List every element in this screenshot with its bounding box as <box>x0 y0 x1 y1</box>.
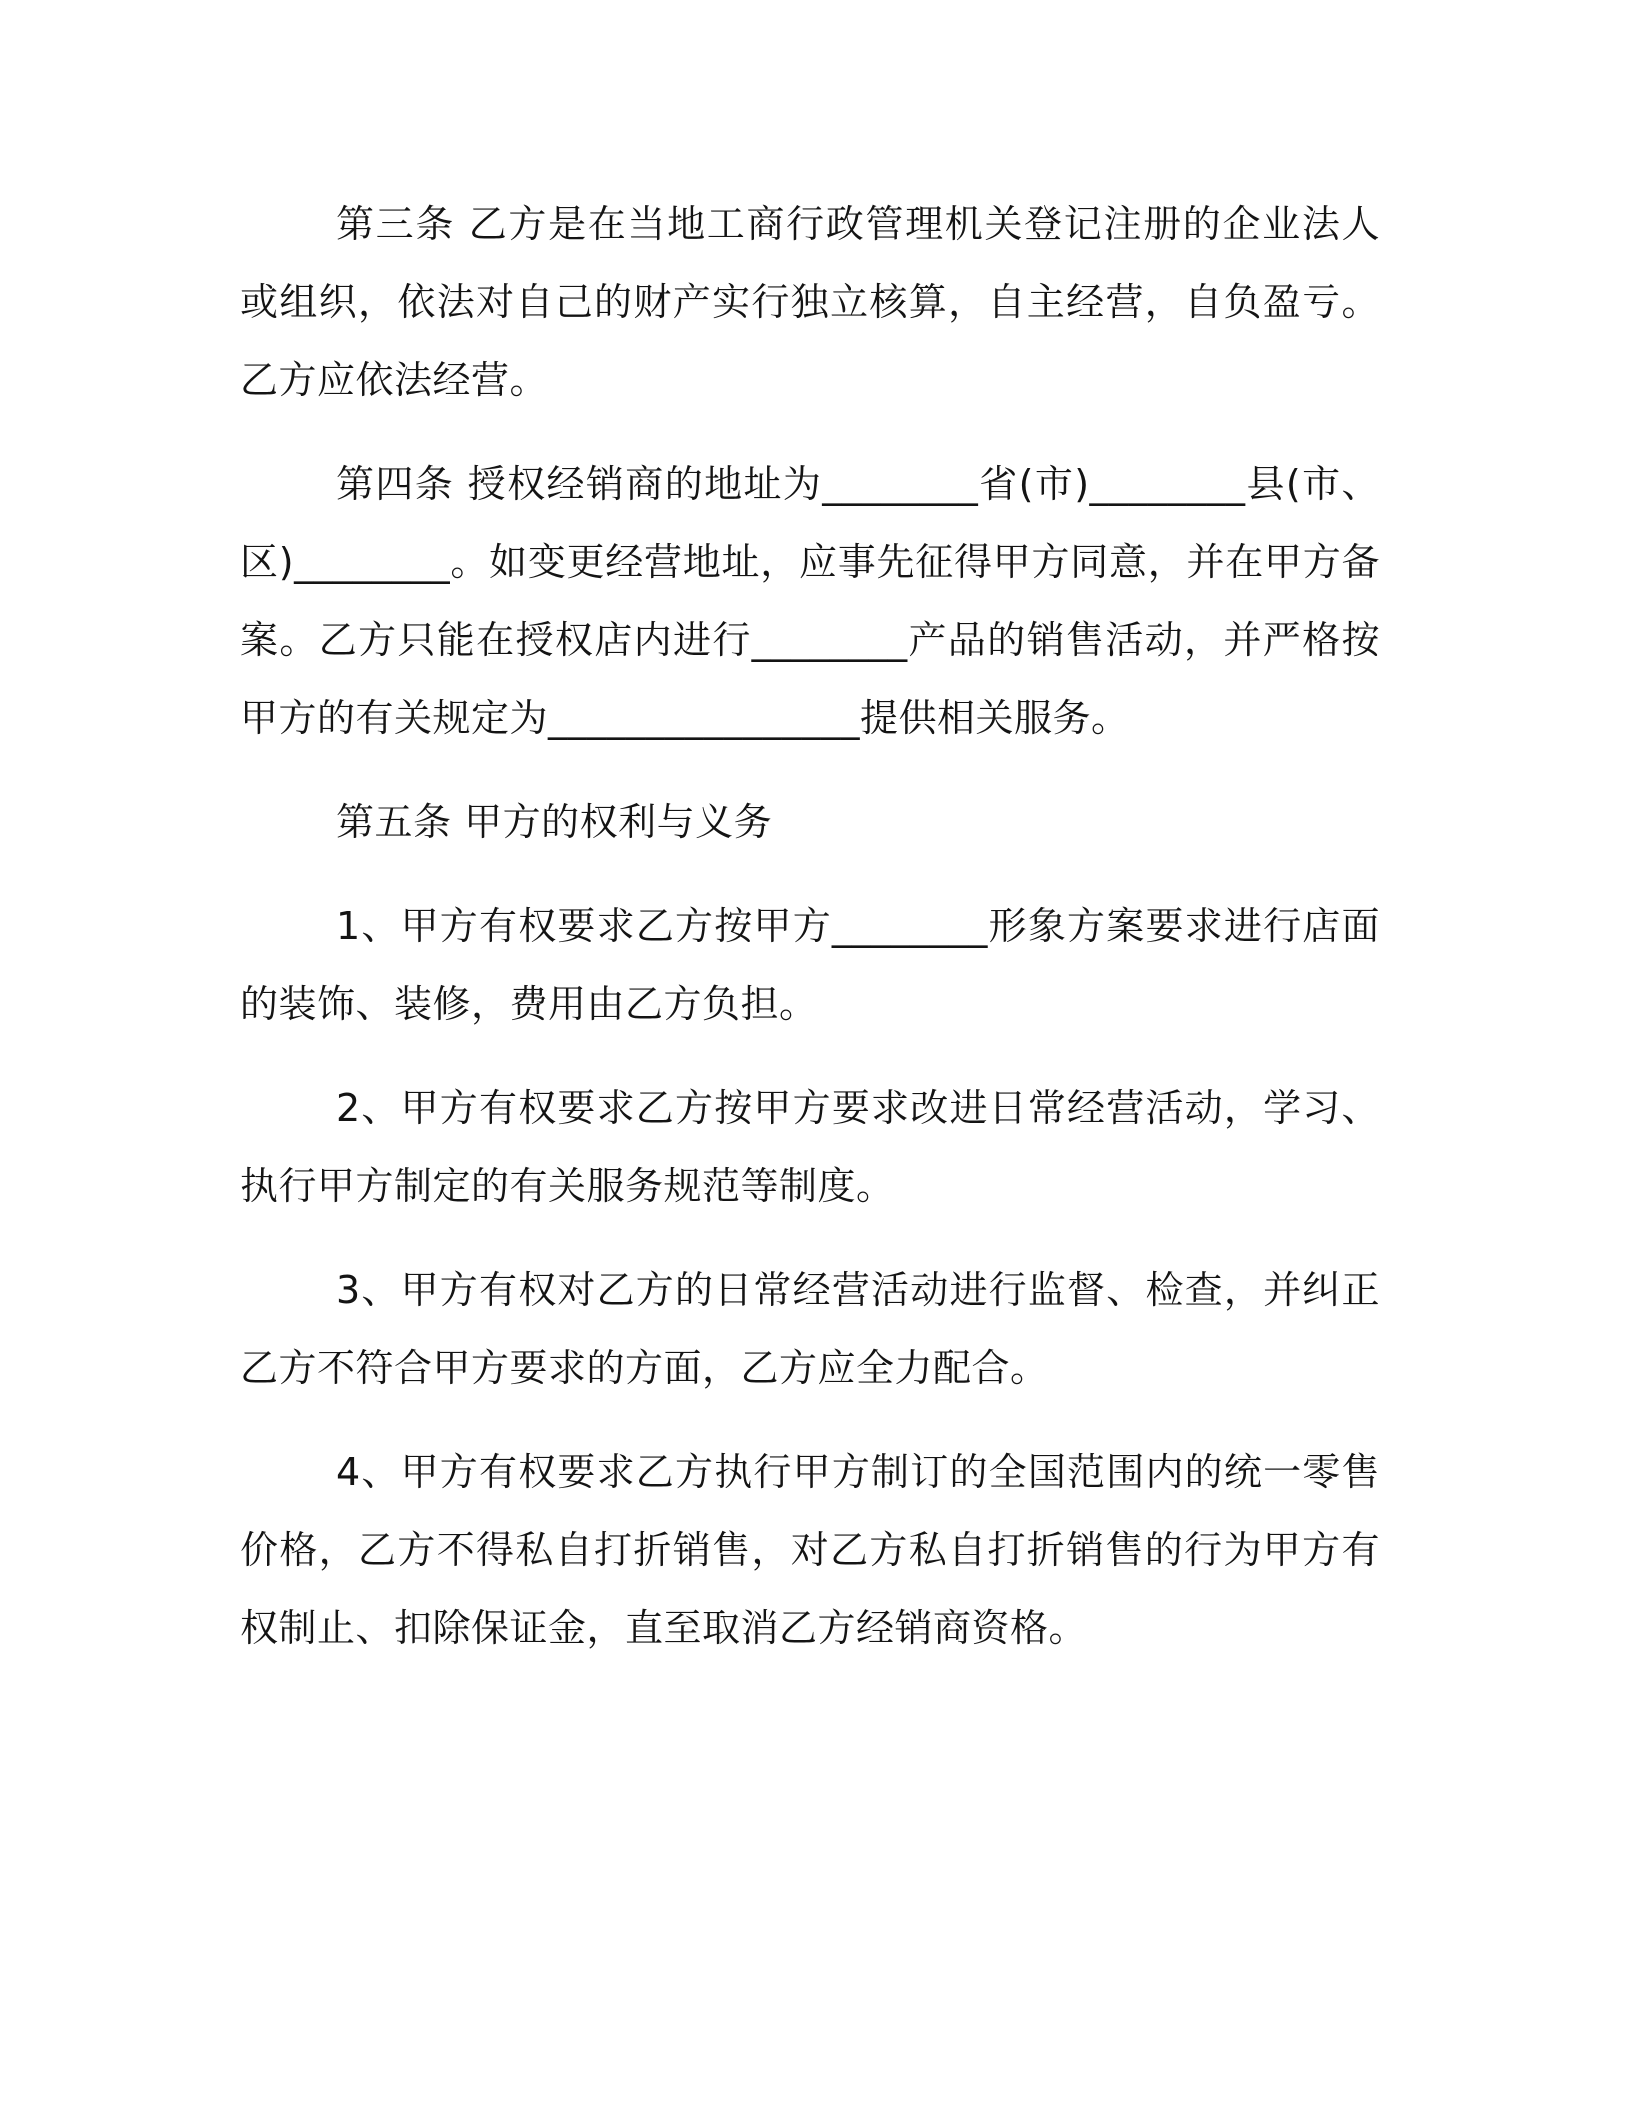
article-3-paragraph: 第三条 乙方是在当地工商行政管理机关登记注册的企业法人或组织，依法对自己的财产实行独立核算，自主经营，自负盈亏。乙方应依法经营。 <box>240 202 1380 402</box>
document-body <box>240 185 1380 1693</box>
article-4-paragraph: 第四条 授权经销商的地址为________省(市)________县(市、区)________。如变更经营地址，应事先征得甲方同意，并在甲方备案。乙方只能在授权店内进行________产品的销售活动，并严格按甲方的有关规定为________________提供相关服务。 <box>240 462 1380 740</box>
article-5-clause-1: 1、甲方有权要求乙方按甲方________形象方案要求进行店面的装饰、装修，费用由乙方负担。 <box>240 904 1380 1026</box>
article-5-clause-2: 2、甲方有权要求乙方按甲方要求改进日常经营活动，学习、执行甲方制定的有关服务规范等制度。 <box>240 1086 1380 1208</box>
article-5-heading: 第五条 甲方的权利与义务 <box>336 800 773 844</box>
article-5-clause-3: 3、甲方有权对乙方的日常经营活动进行监督、检查，并纠正乙方不符合甲方要求的方面，乙方应全力配合。 <box>240 1268 1380 1390</box>
article-5-clause-4: 4、甲方有权要求乙方执行甲方制订的全国范围内的统一零售价格，乙方不得私自打折销售，对乙方私自打折销售的行为甲方有权制止、扣除保证金，直至取消乙方经销商资格。 <box>240 1450 1380 1650</box>
